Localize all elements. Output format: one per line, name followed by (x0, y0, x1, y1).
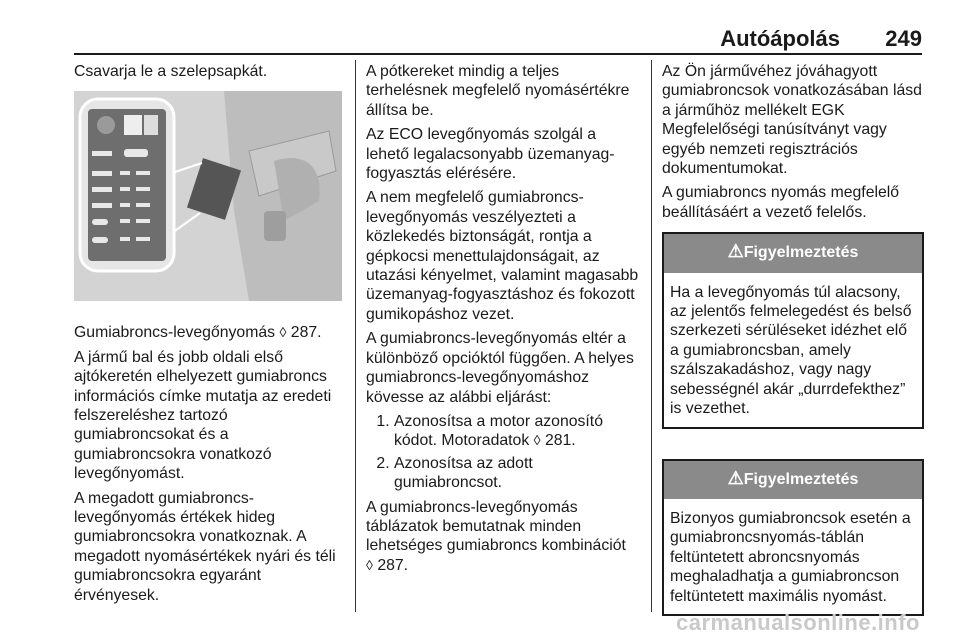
warning-title: Figyelmeztetés (743, 470, 859, 488)
page-ref-icon: ◊ (533, 432, 541, 449)
warning-box (662, 232, 924, 428)
paragraph: Csavarja le a szelepsapkát. (74, 63, 268, 80)
section-title: Autóápolás (720, 26, 840, 51)
column-divider (355, 60, 356, 612)
warning-title: Figyelmeztetés (743, 244, 859, 262)
warning-header (664, 234, 922, 272)
paragraph: Az ECO levegőnyomás szolgál a lehető legalacsonyabb üzemanyag-fogyasztás elérésére. (366, 126, 615, 183)
warning-text: Bizonyos gumiabroncsok esetén a gumiabroncsnyomás-táblán feltüntetett abroncsnyomás meghaladhatja a gumiabroncson feltüntetett maximális nyomást. (670, 509, 911, 605)
page-ref-link[interactable]: 287. (377, 556, 409, 574)
column-middle (366, 62, 642, 580)
paragraph: Az Ön járművéhez jóváhagyott gumiabroncsok vonatkozásában lásd a járműhöz mellékelt EGK Megfelelőségi tanúsítványt vagy egyéb nemzeti regisztrációs dokumentumokat. (662, 63, 922, 178)
paragraph: A gumiabroncs-levegőnyomás táblázatok bemutatnak minden lehetséges gumiabroncs kombinációt ◊ 287. (366, 498, 626, 574)
page-ref-link[interactable]: 281. (544, 432, 576, 450)
paragraph: A pótkereket mindig a teljes terhelésnek megfelelő nyomásértékre állítsa be. (366, 63, 630, 119)
tyre-label-figure (74, 91, 342, 301)
step-item: 2. Azonosítsa az adott gumiabroncsot. (394, 454, 642, 493)
column-right (662, 62, 924, 616)
page-ref-link[interactable]: 287. (290, 324, 322, 342)
page-header (0, 0, 960, 56)
watermark: carmanualsonline.info (676, 610, 920, 635)
paragraph: A megadott gumiabroncs-levegőnyomás értékek hideg gumiabroncsokra vonatkoznak. A megadott nyomásértékek nyári és téli gumiabroncsokra egyaránt érvényesek. (74, 489, 336, 604)
paragraph: A gumiabroncs-levegőnyomás eltér a különböző opcióktól függően. A helyes gumiabroncs-levegőnyomáshoz kövesse az alábbi eljárást: (366, 330, 634, 406)
warning-triangle-icon: ⚠ (727, 241, 744, 262)
warning-triangle-icon: ⚠ (727, 467, 744, 488)
paragraph: A gumiabroncs nyomás megfelelő beállításáért a vezető felelős. (662, 184, 900, 221)
page-ref-icon: ◊ (279, 324, 287, 341)
paragraph: A jármű bal és jobb oldali első ajtókeretén elhelyezett gumiabroncs információs címke mutatja az eredeti felszereléshez tartozó gumiabroncsokat és a gumiabroncsokra vonatkozó levegőnyomást. (74, 348, 332, 483)
procedure-steps (366, 412, 642, 493)
warning-header (664, 461, 922, 499)
warning-box (662, 459, 924, 616)
paragraph: A nem megfelelő gumiabroncs-levegőnyomás veszélyezteti a közlekedés biztonságát, rontja a gépkocsi menettulajdonságait, az utazási kényelmet, valamint magasabb üzemanyag-fogyasztáshoz és fokozott gumikopáshoz vezet. (366, 189, 639, 323)
column-divider (651, 60, 652, 612)
figure-caption: Gumiabroncs-levegőnyomás ◊ 287. (74, 324, 322, 342)
header-rule (74, 53, 922, 55)
page-number: 249 (885, 26, 922, 51)
page-ref-icon: ◊ (366, 556, 373, 573)
column-left (74, 62, 346, 610)
step-item: 1. Azonosítsa a motor azonosító kódot. Motoradatok ◊ 281. (394, 412, 642, 451)
tyre-label-illustration (74, 91, 342, 301)
warning-text: Ha a levegőnyomás túl alacsony, az jelentős felmelegedést és belső szerkezeti sérüléseket idézhet elő a gumiabroncsban, amely szálszakadáshoz, vagy nagy sebességnél akár „durrdefekthez” is vezethet. (670, 283, 912, 418)
